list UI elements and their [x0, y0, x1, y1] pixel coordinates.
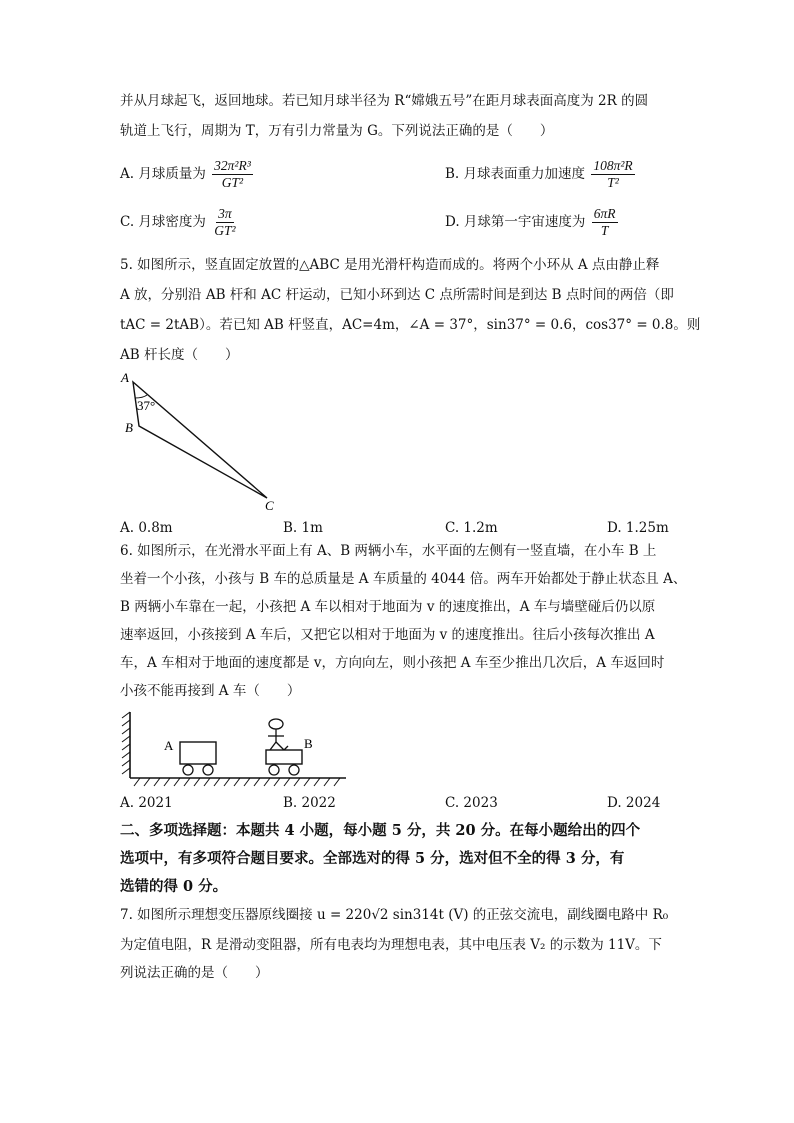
- q6-option-c[interactable]: C. 2023: [445, 795, 498, 811]
- q6-text-line-2: 坐着一个小孩，小孩与 B 车的总质量是 A 车质量的 4044 倍。两车开始都处于静止状态且 A、: [120, 571, 687, 587]
- q4-option-a-fraction: $\frac{\text{32π²R³}}{\text{GT²}}$: [214, 158, 251, 190]
- q5-option-a[interactable]: A. 0.8m: [120, 520, 173, 536]
- q4-option-b[interactable]: B. 月球表面重力加速度 $\frac{\text{108π²R}}{\text{T²}}$: [445, 158, 633, 190]
- q4-text-line-1: 并从月球起飞，返回地球。若已知月球半径为 R“嫦娥五号”在距月球表面高度为 2R 的圆: [120, 93, 649, 109]
- cart-b-label: B: [304, 736, 313, 751]
- q7-text-line-1: 7. 如图所示理想变压器原线圈接 u = 220√2 sin314t (V) 的正弦交流电，副线圈电路中 R₀: [120, 907, 669, 923]
- q7-text-line-3: 列说法正确的是（ ）: [120, 965, 269, 981]
- child: [268, 719, 288, 750]
- wall-hatch: [122, 712, 130, 774]
- cart-a-wheel-left: [183, 765, 193, 775]
- q6-text-line-1: 6. 如图所示，在光滑水平面上有 A、B 两辆小车，水平面的左侧有一竖直墙，在小车 B 上: [120, 543, 657, 559]
- q5-option-c[interactable]: C. 1.2m: [445, 520, 498, 536]
- q5-option-b[interactable]: B. 1m: [283, 520, 323, 536]
- q6-option-b[interactable]: B. 2022: [283, 795, 336, 811]
- cart-b-wheel-right: [289, 765, 299, 775]
- cart-b-wheel-left: [269, 765, 279, 775]
- q5-option-d[interactable]: D. 1.25m: [607, 520, 669, 536]
- q4-option-d-fraction: $\frac{6\pi R}{T}$: [593, 206, 616, 238]
- q6-text-line-3: B 两辆小车靠在一起，小孩把 A 车以相对于地面为 v 的速度推出，A 车与墙壁碰后仍以原: [120, 599, 656, 615]
- q6-text-line-4: 速率返回，小孩接到 A 车后，又把它以相对于地面为 v 的速度推出。往后小孩每次推出 A: [120, 627, 655, 643]
- q5-text-line-2: A 放，分别沿 AB 杆和 AC 杆运动，已知小环到达 C 点所需时间是到达 B 点时间的两倍（即: [120, 287, 674, 303]
- q5-text-line-1: 5. 如图所示，竖直固定放置的△ABC 是用光滑杆构造而成的。将两个小环从 A 点由静止释: [120, 257, 660, 273]
- q4-option-d[interactable]: D. 月球第一宇宙速度为 $\frac{6\pi R}{T}$: [445, 206, 616, 238]
- section-2-heading-line-2: 选项中，有多项符合题目要求。全部选对的得 5 分，选对但不全的得 3 分，有: [120, 850, 625, 867]
- q6-option-d[interactable]: D. 2024: [607, 795, 661, 811]
- q5-text-line-4: AB 杆长度（ ）: [120, 347, 239, 363]
- q4-option-b-fraction: $\frac{\text{108π²R}}{\text{T²}}$: [593, 158, 633, 190]
- angle-label: 37°: [137, 398, 156, 413]
- q4-option-c[interactable]: C. 月球密度为 $\frac{3\pi}{\text{GT²}}$: [120, 206, 236, 238]
- q7-text-line-2: 为定值电阻，R 是滑动变阻器，所有电表均为理想电表，其中电压表 V₂ 的示数为 11V。下: [120, 937, 662, 953]
- q6-text-line-5: 车，A 车相对于地面的速度都是 v，方向向左，则小孩把 A 车至少推出几次后，A 车返回时: [120, 655, 665, 671]
- label-c: C: [265, 498, 274, 513]
- q4-option-c-fraction: $\frac{3\pi}{\text{GT²}}$: [214, 206, 236, 238]
- q6-option-a[interactable]: A. 2021: [120, 795, 173, 811]
- label-a: A: [121, 370, 129, 385]
- cart-b-body: [266, 750, 302, 764]
- q5-triangle-figure: [115, 368, 285, 516]
- q4-text-line-2: 轨道上飞行，周期为 T，万有引力常量为 G。下列说法正确的是（ ）: [120, 123, 554, 139]
- label-b: B: [125, 420, 133, 435]
- ground-hatch: [134, 778, 340, 786]
- section-2-heading-line-3: 选错的得 0 分。: [120, 878, 228, 895]
- cart-a-body: [180, 742, 216, 764]
- q5-text-line-3: tAC = 2tAB）。若已知 AB 杆竖直，AC=4m，∠A = 37°，sin37° = 0.6，cos37° = 0.8。则: [120, 317, 701, 333]
- q6-text-line-6: 小孩不能再接到 A 车（ ）: [120, 683, 301, 699]
- q4-option-a[interactable]: A. 月球质量为 $\frac{\text{32π²R³}}{\text{GT²}}$: [120, 158, 251, 190]
- cart-a-wheel-right: [203, 765, 213, 775]
- cart-a-label: A: [164, 738, 174, 753]
- q6-cart-figure: [118, 708, 348, 788]
- section-2-heading-line-1: 二、多项选择题：本题共 4 小题，每小题 5 分，共 20 分。在每小题给出的四个: [120, 822, 641, 839]
